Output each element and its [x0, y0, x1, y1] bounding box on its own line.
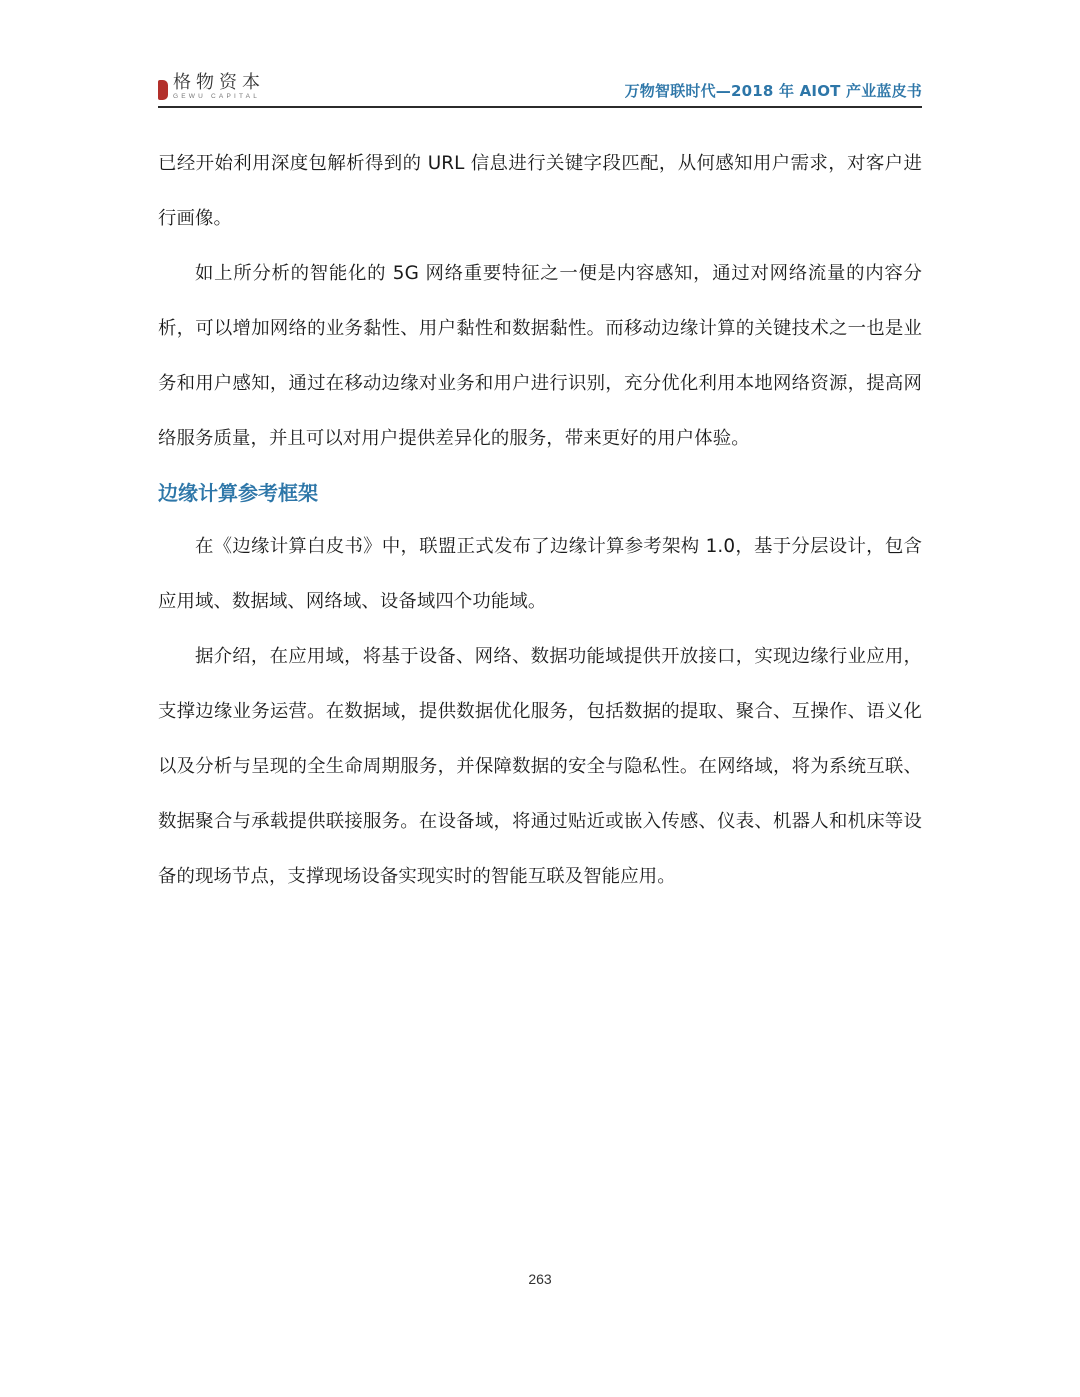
- page-content: [158, 136, 922, 904]
- paragraph-1: 已经开始利用深度包解析得到的 URL 信息进行关键字段匹配，从何感知用户需求，对客户进行画像。: [158, 153, 922, 229]
- page-header: [158, 72, 922, 108]
- section-heading: 边缘计算参考框架: [158, 481, 318, 505]
- logo: [158, 74, 265, 104]
- logo-text: [173, 74, 265, 101]
- logo-name-en: GEWU CAPITAL: [173, 93, 261, 100]
- logo-name-cn: 格物资本: [173, 72, 265, 93]
- paragraph-3: 在《边缘计算白皮书》中，联盟正式发布了边缘计算参考架构 1.0，基于分层设计，包含应用域、数据域、网络域、设备域四个功能域。: [158, 536, 922, 612]
- paragraph-2: 如上所分析的智能化的 5G 网络重要特征之一便是内容感知，通过对网络流量的内容分析，可以增加网络的业务黏性、用户黏性和数据黏性。而移动边缘计算的关键技术之一也是业务和用户感知，通过在移动边缘对业务和用户进行识别，充分优化利用本地网络资源，提高网络服务质量，并且可以对用户提供差异化的服务，带来更好的用户体验。: [158, 263, 922, 449]
- paragraph-4: 据介绍，在应用域，将基于设备、网络、数据功能域提供开放接口，实现边缘行业应用，支撑边缘业务运营。在数据域，提供数据优化服务，包括数据的提取、聚合、互操作、语义化以及分析与呈现的全生命周期服务，并保障数据的安全与隐私性。在网络域，将为系统互联、数据聚合与承载提供联接服务。在设备域，将通过贴近或嵌入传感、仪表、机器人和机床等设备的现场节点，支撑现场设备实现实时的智能互联及智能应用。: [158, 646, 922, 887]
- header-title: 万物智联时代—2018 年 AIOT 产业蓝皮书: [624, 82, 922, 100]
- page-number: 263: [528, 1271, 552, 1287]
- logo-seal-icon: [158, 80, 168, 100]
